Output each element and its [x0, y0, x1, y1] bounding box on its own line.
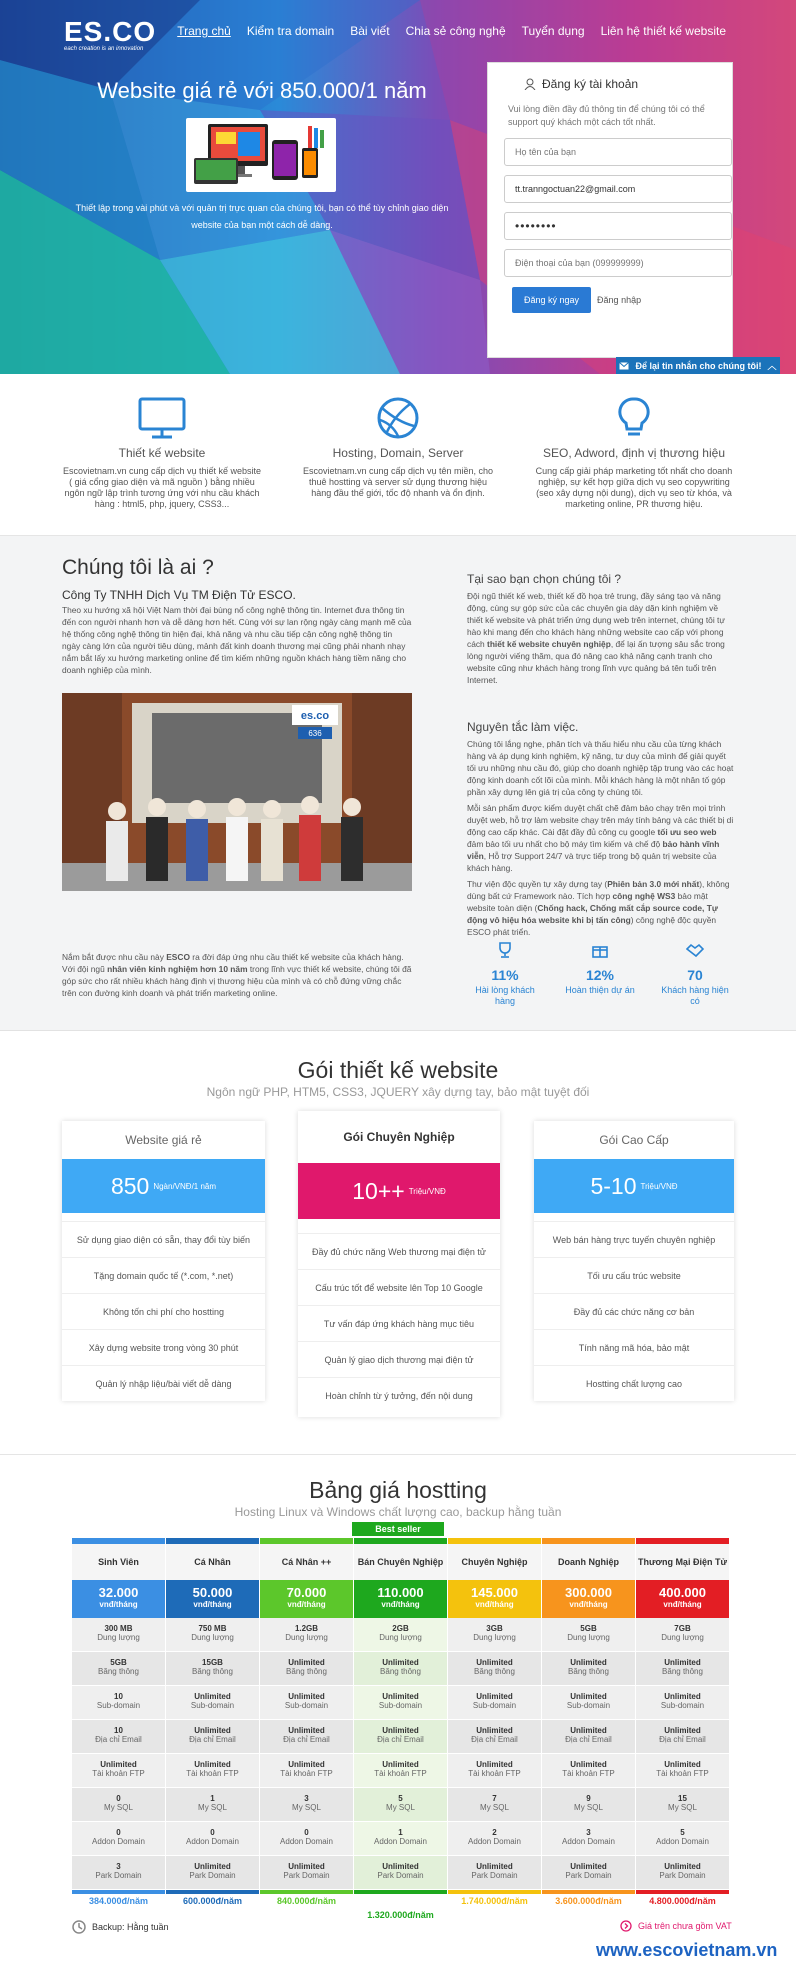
hero-title: Website giá rẻ với 850.000/1 năm — [97, 78, 427, 103]
plan-yearly-price: 840.000đ/năm — [276, 1896, 337, 1906]
about-title: Chúng tôi là ai ? — [62, 556, 214, 579]
hero-description: Thiết lập trong vài phút và với quản trị trực quan của chúng tôi, bạn có thể tùy chỉnh giao diện website của bạn một cách dễ dàng. — [75, 203, 449, 230]
plan-spec-cell: Unlimited Băng thông — [260, 1652, 353, 1686]
hosting-plan-column — [636, 1538, 729, 1894]
plan-spec-cell: Unlimited Sub-domain — [542, 1686, 635, 1720]
packages-subtitle: Ngôn ngữ PHP, HTM5, CSS3, JQUERY xây dựng tay, bảo mật tuyệt đối — [206, 1085, 590, 1099]
plan-spec-cell: 3 Addon Domain — [542, 1822, 635, 1856]
svg-text:es.co: es.co — [300, 710, 330, 722]
plan-spec-cell: 10 Địa chỉ Email — [72, 1720, 165, 1754]
plan-name: Bán Chuyên Nghiệp — [354, 1544, 447, 1580]
hosting-plan-column — [166, 1538, 259, 1894]
hero-section — [0, 0, 796, 374]
hero-devices-image — [186, 118, 336, 192]
register-form — [487, 62, 733, 358]
handshake-icon — [686, 942, 704, 958]
plan-spec-cell: 0 My SQL — [72, 1788, 165, 1822]
logo[interactable]: ES.CO each creation is an innovation — [64, 16, 157, 52]
plan-name: Cá Nhân — [166, 1544, 259, 1580]
plan-name: Cá Nhân ++ — [260, 1544, 353, 1580]
register-description: Vui lòng điền đầy đủ thông tin để chúng tôi có thể support quý khách một cách tốt nhất. — [508, 104, 705, 127]
brand-footer[interactable]: www.escovietnam.vn — [596, 1940, 778, 1960]
login-link[interactable]: Đăng nhập — [597, 295, 642, 305]
plan-spec-cell: Unlimited Tài khoản FTP — [72, 1754, 165, 1788]
package-card-premium: Gói Cao Cấp 5-10 Triệu/VNĐ Web bán hàng trực tuyến chuyên nghiệp Tối ưu cấu trúc website Đầy đủ các chức năng cơ bản Tính năng mã hóa, bảo mật Hostting chất lượng cao — [534, 1121, 734, 1401]
plan-spec-cell: Unlimited Tài khoản FTP — [354, 1754, 447, 1788]
plan-color-bar-bottom — [542, 1890, 635, 1894]
plan-price: 32.000 vnđ/tháng — [72, 1580, 165, 1618]
plan-spec-cell: 0 Addon Domain — [166, 1822, 259, 1856]
leave-message-bar[interactable]: Để lại tin nhắn cho chúng tôi! ︿ — [616, 357, 780, 374]
nav-check-domain[interactable]: Kiểm tra domain — [246, 24, 335, 38]
plan-spec-cell: 3 Park Domain — [72, 1856, 165, 1890]
plan-spec-cell: 2 Addon Domain — [448, 1822, 541, 1856]
about-paragraph: Theo xu hướng xã hội Việt Nam thời đại bùng nổ công nghệ thông tin. Internet đưa thông tin đến con người nhanh hơn và dễ dàng hơn hết. Cùng với sự lan rộng ngày càng mạnh mẽ của hệ thống công nghệ thông tin hiện đại, khả năng và nhu cầu tiếp cận công nghệ thông tin ngày càng lớn của người tiêu dùng, mảnh đất kinh doanh thương mại cũng phải nhanh nhạy nắm bắt lấy xu hướng marketing online để tìm kiếm những nguồn khách hàng tiềm năng cho doanh nghiệp của mình. — [62, 605, 412, 675]
stat-customers: 70 Khách hàng hiện có — [660, 942, 730, 1007]
plan-spec-cell: Unlimited Park Domain — [354, 1856, 447, 1890]
plan-color-bar-bottom — [166, 1890, 259, 1894]
nav-recruitment[interactable]: Tuyển dụng — [521, 24, 585, 38]
plan-spec-cell: 750 MB Dung lượng — [166, 1618, 259, 1652]
plan-color-bar-bottom — [636, 1890, 729, 1894]
hosting-plan-column — [354, 1538, 447, 1894]
nav-home[interactable]: Trang chủ — [177, 24, 231, 38]
feature-web-design: Thiết kế website Escovietnam.vn cung cấp dịch vụ thiết kế website ( giá cổng giao diện và mã nguồn ) bằng nhiều ngôn ngữ lập trình tương ứng với nhu cầu khách hàng : html5, php, jquery, CSS3... — [62, 396, 262, 510]
plan-color-bar-bottom — [260, 1890, 353, 1894]
plan-spec-cell: Unlimited Băng thông — [636, 1652, 729, 1686]
plan-spec-cell: Unlimited Địa chỉ Email — [636, 1720, 729, 1754]
package-price: 850 Ngàn/VNĐ/1 năm — [62, 1159, 265, 1213]
plan-price: 50.000 vnđ/tháng — [166, 1580, 259, 1618]
plan-spec-cell: Unlimited Tài khoản FTP — [166, 1754, 259, 1788]
plan-spec-cell: Unlimited Địa chỉ Email — [166, 1720, 259, 1754]
plan-spec-cell: Unlimited Tài khoản FTP — [448, 1754, 541, 1788]
plan-spec-cell: Unlimited Park Domain — [166, 1856, 259, 1890]
register-button[interactable]: Đăng ký ngay — [512, 287, 591, 313]
package-price: 10++ Triệu/VNĐ — [298, 1163, 500, 1219]
plan-spec-cell: Unlimited Sub-domain — [636, 1686, 729, 1720]
backup-note: Backup: Hằng tuần — [72, 1920, 169, 1934]
svg-text:636: 636 — [308, 729, 322, 738]
packages-title: Gói thiết kế website — [297, 1057, 499, 1083]
nav-tech-share[interactable]: Chia sẻ công nghệ — [405, 24, 506, 38]
plan-spec-cell: 15 My SQL — [636, 1788, 729, 1822]
plan-spec-cell: Unlimited Park Domain — [636, 1856, 729, 1890]
hosting-section — [0, 1455, 796, 1973]
plan-yearly-price: 384.000đ/năm — [88, 1896, 149, 1906]
plan-color-bar-bottom — [448, 1890, 541, 1894]
hosting-subtitle: Hosting Linux và Windows chất lượng cao, backup hằng tuần — [234, 1505, 562, 1519]
envelope-icon — [619, 362, 629, 370]
work-principles: Nguyên tắc làm việc. Chúng tôi lắng nghe, phân tích và thấu hiểu nhu cầu của từng khách hàng và áp dụng kinh nghiệm, kỹ năng, tư duy của mình để giải quyết tối ưu những nhu cầu đó, giúp cho doanh nghiệp tập trung vào các hoạt động kinh doanh cốt lõi của mình. Mỗi khách hàng là một nhân tố góp phần xây dựng lên giá trị của công ty chúng tôi. Mỗi sản phẩm được kiểm duyệt chất chẽ đảm bảo chạy trên mọi trình duyệt web, hỗ trợ làm website chạy trên máy tính bảng và các thiết bị di động cao cấp khác. Cài đặt đầy đủ công cụ google tối ưu seo web đảm bảo tối ưu nhất cho bộ máy tìm kiếm và chế độ bảo hành vĩnh viễn, Hỗ trợ Support 24/7 và trực tiếp trong bộ quản trị website của khách hàng. Thư viện độc quyền tự xây dựng tay (Phiên bản 3.0 mới nhất), không dùng bất cứ Framework nào. Tích hợp công nghệ WS3 bảo mật website toàn diện (Chống hack, Chống mất cắp source code, Tự động vô hiệu hóa website khi bị tấn công) công nghệ độc quyền ESCO phát triển. — [467, 720, 734, 937]
package-card-cheap: Website giá rẻ 850 Ngàn/VNĐ/1 năm Sử dụng giao diện có sẵn, thay đổi tùy biến Tặng domain quốc tế (*.com, *.net) Không tốn chi phí cho hostting Xây dựng website trong vòng 30 phút Quản lý nhập liệu/bài viết dễ dàng — [62, 1121, 265, 1401]
plan-spec-cell: 1 Addon Domain — [354, 1822, 447, 1856]
plan-spec-cell: 3 My SQL — [260, 1788, 353, 1822]
user-icon — [524, 78, 536, 90]
backup-icon — [72, 1920, 86, 1934]
stat-satisfaction: 11% Hài lòng khách hàng — [470, 942, 540, 1007]
features-section — [0, 374, 796, 536]
plan-spec-cell: 7GB Dung lượng — [636, 1618, 729, 1652]
plan-spec-cell: Unlimited Sub-domain — [354, 1686, 447, 1720]
monitor-icon — [136, 396, 188, 440]
arrow-circle-icon — [620, 1920, 632, 1932]
plan-spec-cell: 5 Addon Domain — [636, 1822, 729, 1856]
plan-price: 400.000 vnđ/tháng — [636, 1580, 729, 1618]
name-input[interactable] — [504, 138, 732, 166]
plan-spec-cell: Unlimited Băng thông — [448, 1652, 541, 1686]
plan-spec-cell: Unlimited Băng thông — [542, 1652, 635, 1686]
hosting-plan-column — [260, 1538, 353, 1894]
password-input[interactable] — [504, 212, 732, 240]
phone-input[interactable] — [504, 249, 732, 277]
feature-seo: SEO, Adword, định vị thương hiệu Cung cấp giải pháp marketing tốt nhất cho doanh nghiệp, sự kết hợp giữa dịch vụ seo copywriting (seo xây dựng nội dung), dịch vụ seo từ khóa, và marketing online, PR thương hiệu. — [534, 396, 734, 510]
register-actions — [512, 287, 720, 313]
plan-yearly-price: 1.320.000đ/năm — [367, 1910, 434, 1920]
plan-spec-cell: 2GB Dung lượng — [354, 1618, 447, 1652]
plan-name: Sinh Viên — [72, 1544, 165, 1580]
globe-icon — [372, 396, 424, 440]
lightbulb-icon — [608, 396, 660, 440]
plan-spec-cell: Unlimited Park Domain — [448, 1856, 541, 1890]
plan-spec-cell: 1 My SQL — [166, 1788, 259, 1822]
hosting-plan-column — [448, 1538, 541, 1894]
trophy-icon — [496, 942, 514, 958]
stats-row — [470, 942, 730, 1007]
plan-spec-cell: 300 MB Dung lượng — [72, 1618, 165, 1652]
plan-spec-cell: 9 My SQL — [542, 1788, 635, 1822]
plan-spec-cell: Unlimited Địa chỉ Email — [448, 1720, 541, 1754]
about-section — [0, 536, 796, 1031]
plan-spec-cell: Unlimited Park Domain — [260, 1856, 353, 1890]
hosting-title: Bảng giá hostting — [309, 1477, 487, 1503]
why-us: Tại sao bạn chọn chúng tôi ? Đội ngũ thiết kế web, thiết kế đồ họa trẻ trung, đầy sáng tạo và năng động, cùng sự góp sức của các chuyên gia dày dặn kinh nghiệm về thiết kế website và phát triển ứng dụng web trên internet, chúng tôi tự hào khi mang đến cho khách hàng những website cao cấp với phong cách thiết kế website chuyên nghiệp, để lại ấn tượng sâu sắc trong lòng người viếng thăm, qua đó nâng cao khả năng cạnh tranh cho website cũng như khách hàng trong lĩnh vực quảng bá tên tuổi trên Internet. — [467, 572, 725, 685]
plan-yearly-price: 1.740.000đ/năm — [461, 1896, 528, 1906]
plan-spec-cell: Unlimited Sub-domain — [166, 1686, 259, 1720]
plan-spec-cell: 5 My SQL — [354, 1788, 447, 1822]
company-name: Công Ty TNHH Dịch Vụ TM Điện Tử ESCO. — [62, 588, 296, 602]
plan-spec-cell: Unlimited Sub-domain — [260, 1686, 353, 1720]
about-paragraph-2: Nắm bắt được nhu cầu này ESCO ra đời đáp ứng nhu cầu thiết kế website của khách hàng. Với đội ngũ nhân viên kinh nghiệm hơn 10 năm trong lĩnh vực thiết kế website, chúng tôi đã góp sức cho rất nhiều khách hàng định vị thương hiệu của mình và có chỗ đứng vững chắc trên con đường kinh doanh và phát triển marketing online. — [62, 952, 412, 998]
plan-yearly-price: 3.600.000đ/năm — [555, 1896, 622, 1906]
plan-spec-cell: Unlimited Park Domain — [542, 1856, 635, 1890]
nav-articles[interactable]: Bài viết — [350, 24, 390, 38]
plan-spec-cell: 1.2GB Dung lượng — [260, 1618, 353, 1652]
nav-contact[interactable]: Liên hệ thiết kế website — [600, 24, 726, 38]
plan-spec-cell: Unlimited Tài khoản FTP — [542, 1754, 635, 1788]
plan-price: 145.000 vnđ/tháng — [448, 1580, 541, 1618]
plan-spec-cell: Unlimited Địa chỉ Email — [260, 1720, 353, 1754]
package-price: 5-10 Triệu/VNĐ — [534, 1159, 734, 1213]
best-seller-badge: Best seller — [352, 1522, 444, 1536]
chevron-up-icon: ︿ — [767, 361, 777, 371]
plan-spec-cell: 5GB Dung lượng — [542, 1618, 635, 1652]
plan-price: 110.000 vnđ/tháng — [354, 1580, 447, 1618]
register-title: Đăng ký tài khoản — [500, 77, 720, 91]
plan-price: 300.000 vnđ/tháng — [542, 1580, 635, 1618]
plan-spec-cell: 3GB Dung lượng — [448, 1618, 541, 1652]
plan-name: Doanh Nghiệp — [542, 1544, 635, 1580]
team-photo — [62, 693, 412, 891]
package-card-pro: Gói Chuyên Nghiệp 10++ Triệu/VNĐ Đầy đủ chức năng Web thương mại điện tử Cấu trúc tốt để website lên Top 10 Google Tư vấn đáp ứng khách hàng mục tiêu Quản lý giao dịch thương mại điện tử Hoàn chỉnh từ ý tưởng, đến nội dung — [298, 1111, 500, 1417]
packages-section — [0, 1031, 796, 1455]
plan-spec-cell: 0 Addon Domain — [72, 1822, 165, 1856]
plan-spec-cell: 5GB Băng thông — [72, 1652, 165, 1686]
plan-spec-cell: 7 My SQL — [448, 1788, 541, 1822]
plan-spec-cell: 15GB Băng thông — [166, 1652, 259, 1686]
plan-spec-cell: Unlimited Tài khoản FTP — [636, 1754, 729, 1788]
hosting-plan-column — [72, 1538, 165, 1894]
plan-name: Thương Mại Điện Tử — [636, 1544, 729, 1580]
plan-spec-cell: 0 Addon Domain — [260, 1822, 353, 1856]
plan-spec-cell: Unlimited Băng thông — [354, 1652, 447, 1686]
plan-yearly-price: 4.800.000đ/năm — [649, 1896, 716, 1906]
email-input[interactable] — [504, 175, 732, 203]
hosting-plan-column — [542, 1538, 635, 1894]
plan-color-bar-bottom — [72, 1890, 165, 1894]
plan-name: Chuyên Nghiệp — [448, 1544, 541, 1580]
main-nav — [177, 24, 726, 38]
gift-icon — [591, 942, 609, 958]
plan-yearly-price: 600.000đ/năm — [182, 1896, 243, 1906]
plan-spec-cell: Unlimited Địa chỉ Email — [542, 1720, 635, 1754]
plan-spec-cell: Unlimited Tài khoản FTP — [260, 1754, 353, 1788]
feature-hosting: Hosting, Domain, Server Escovietnam.vn cung cấp dịch vụ tên miền, cho thuê hostting và server sử dụng thương hiệu hàng đầu thế giới, tốc độ nhanh và ổn định. — [298, 396, 498, 499]
plan-price: 70.000 vnđ/tháng — [260, 1580, 353, 1618]
plan-spec-cell: Unlimited Địa chỉ Email — [354, 1720, 447, 1754]
vat-note: Giá trên chưa gồm VAT — [620, 1920, 732, 1932]
plan-color-bar-bottom — [354, 1890, 447, 1894]
plan-spec-cell: Unlimited Sub-domain — [448, 1686, 541, 1720]
plan-spec-cell: 10 Sub-domain — [72, 1686, 165, 1720]
stat-projects: 12% Hoàn thiện dự án — [565, 942, 635, 1007]
